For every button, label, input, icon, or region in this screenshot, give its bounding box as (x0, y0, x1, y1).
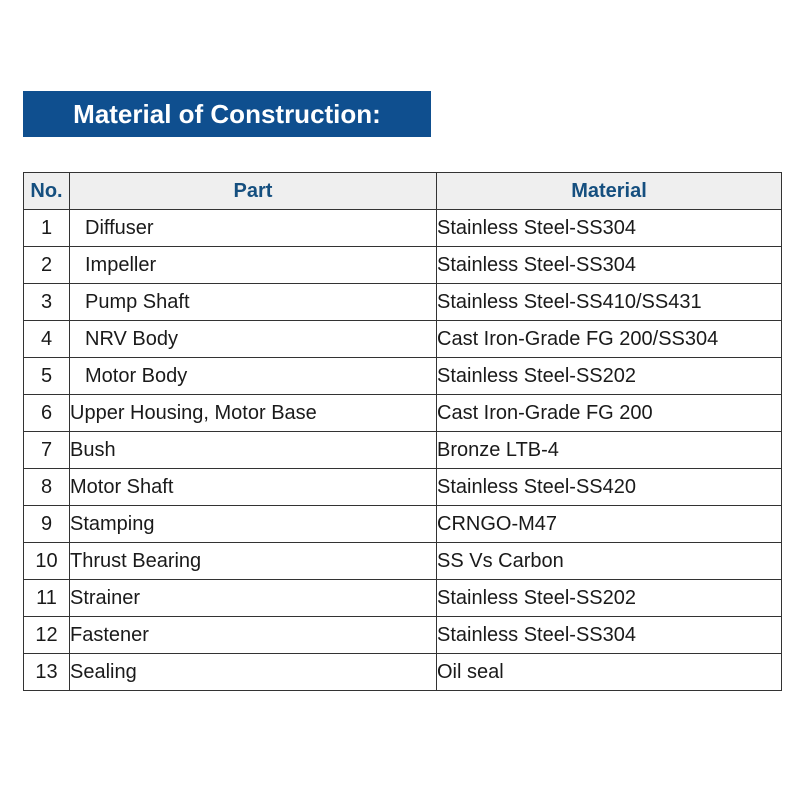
row-part: Thrust Bearing (70, 543, 437, 580)
row-no: 2 (24, 247, 70, 284)
table-row (24, 617, 782, 654)
row-no: 7 (24, 432, 70, 469)
row-material: Cast Iron-Grade FG 200 (437, 395, 782, 432)
table-row (24, 469, 782, 506)
table-row (24, 284, 782, 321)
row-no: 12 (24, 617, 70, 654)
row-material: Stainless Steel-SS304 (437, 247, 782, 284)
table-row (24, 432, 782, 469)
row-no: 11 (24, 580, 70, 617)
table-row (24, 358, 782, 395)
row-no: 8 (24, 469, 70, 506)
row-material: SS Vs Carbon (437, 543, 782, 580)
row-material: Stainless Steel-SS420 (437, 469, 782, 506)
row-part: Pump Shaft (70, 284, 437, 321)
row-no: 6 (24, 395, 70, 432)
row-no: 9 (24, 506, 70, 543)
section-title: Material of Construction: (73, 98, 381, 129)
row-part: NRV Body (70, 321, 437, 358)
row-material: Stainless Steel-SS202 (437, 358, 782, 395)
section-title-banner (23, 91, 431, 137)
row-part: Impeller (70, 247, 437, 284)
row-material: Stainless Steel-SS304 (437, 617, 782, 654)
row-no: 13 (24, 654, 70, 691)
row-part: Stamping (70, 506, 437, 543)
table-row (24, 395, 782, 432)
row-material: Oil seal (437, 654, 782, 691)
row-part: Strainer (70, 580, 437, 617)
table-row (24, 247, 782, 284)
row-no: 10 (24, 543, 70, 580)
row-no: 3 (24, 284, 70, 321)
header-material: Material (437, 173, 782, 210)
row-material: Bronze LTB-4 (437, 432, 782, 469)
row-no: 5 (24, 358, 70, 395)
row-part: Sealing (70, 654, 437, 691)
row-no: 1 (24, 210, 70, 247)
row-material: Stainless Steel-SS202 (437, 580, 782, 617)
row-part: Diffuser (70, 210, 437, 247)
header-no: No. (24, 173, 70, 210)
material-table (23, 172, 782, 691)
row-material: Cast Iron-Grade FG 200/SS304 (437, 321, 782, 358)
table-row (24, 543, 782, 580)
table-row (24, 580, 782, 617)
row-part: Motor Body (70, 358, 437, 395)
table-row (24, 210, 782, 247)
row-material: Stainless Steel-SS304 (437, 210, 782, 247)
table-row (24, 321, 782, 358)
row-part: Bush (70, 432, 437, 469)
row-part: Upper Housing, Motor Base (70, 395, 437, 432)
table-header-row (24, 173, 782, 210)
row-material: Stainless Steel-SS410/SS431 (437, 284, 782, 321)
row-part: Fastener (70, 617, 437, 654)
row-part: Motor Shaft (70, 469, 437, 506)
table-row (24, 654, 782, 691)
row-material: CRNGO-M47 (437, 506, 782, 543)
row-no: 4 (24, 321, 70, 358)
header-part: Part (70, 173, 437, 210)
table-row (24, 506, 782, 543)
